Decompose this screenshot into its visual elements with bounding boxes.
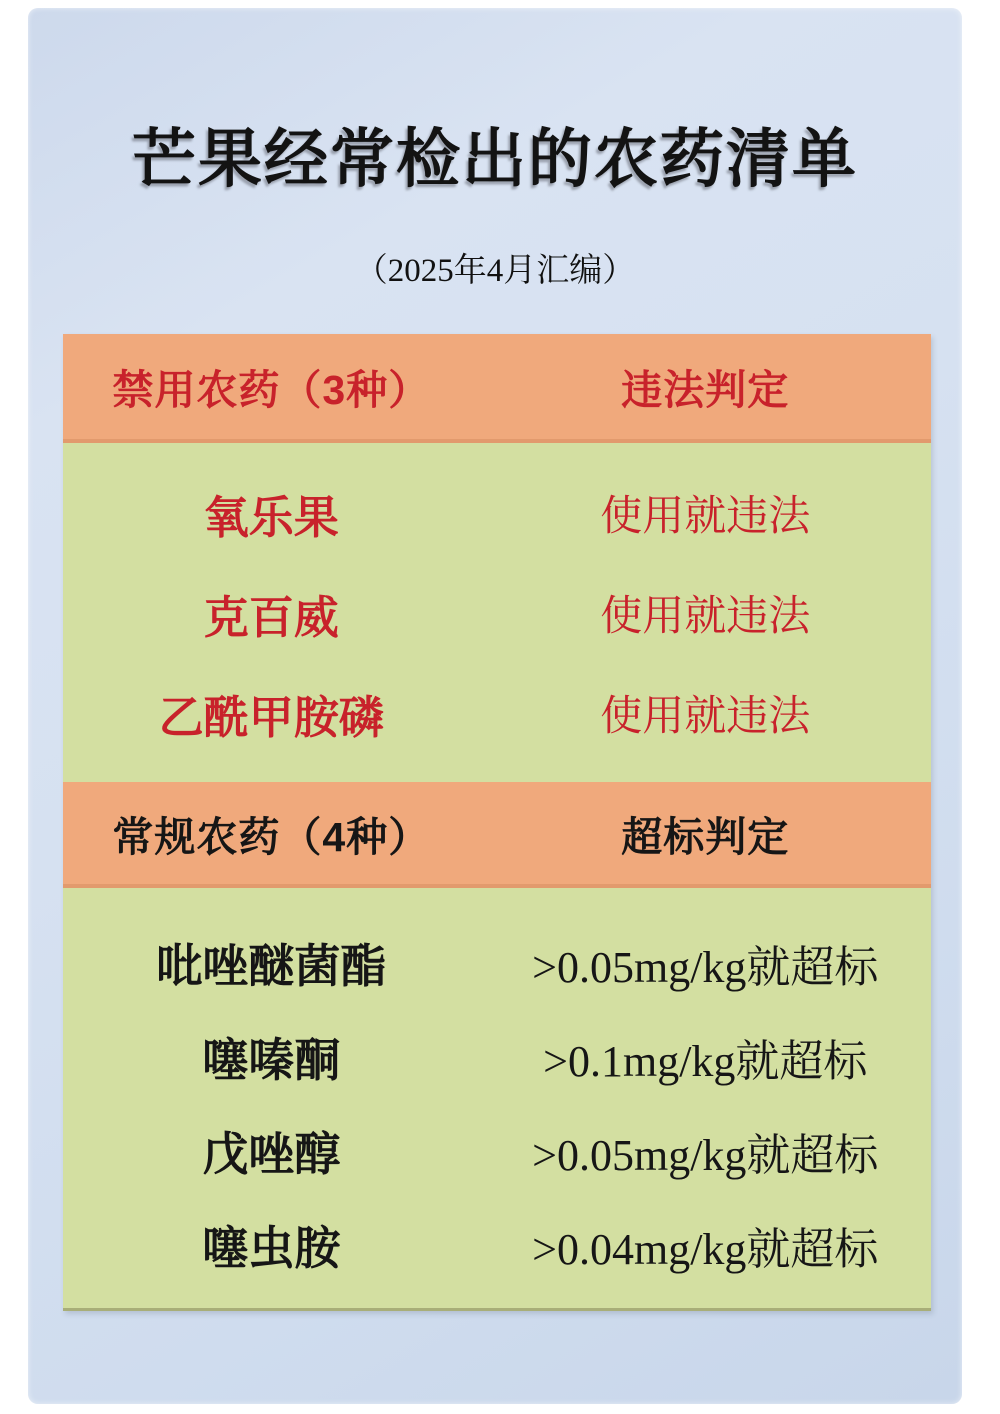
verdict-text: 使用就违法 (600, 492, 811, 539)
poster-title: 芒果经常检出的农药清单 (132, 123, 858, 195)
regular-category-header: 常规农药（4种） (112, 813, 431, 860)
pesticide-name: 噻虫胺 (202, 1222, 341, 1274)
verdict-text: 使用就违法 (600, 592, 811, 639)
pesticide-name: 噻嗪酮 (202, 1034, 341, 1086)
poster-subtitle: （2025年4月汇编） (354, 253, 636, 289)
verdict-text: 使用就违法 (600, 692, 811, 739)
verdict-text: >0.05mg/kg就超标 (532, 1131, 879, 1180)
table-row (63, 1010, 931, 1104)
verdict-text: >0.1mg/kg就超标 (543, 1037, 868, 1086)
banned-category-header: 禁用农药（3种） (112, 367, 431, 413)
verdict-text: >0.05mg/kg就超标 (532, 943, 879, 992)
section-header-regular (63, 782, 931, 888)
table-row (63, 563, 931, 663)
pesticide-name: 克百威 (203, 591, 339, 643)
section-body-banned (63, 443, 931, 782)
pesticide-table (63, 334, 931, 1311)
table-row (63, 1104, 931, 1198)
table-row (63, 1198, 931, 1292)
pesticide-name: 戊唑醇 (202, 1128, 341, 1180)
poster-card (28, 8, 962, 1404)
section-body-regular (63, 888, 931, 1311)
regular-verdict-header: 超标判定 (621, 813, 790, 860)
banned-verdict-header: 违法判定 (621, 367, 790, 413)
pesticide-name: 氧乐果 (203, 491, 339, 543)
pesticide-name: 乙酰甲胺磷 (158, 691, 384, 743)
pesticide-name: 吡唑醚菌酯 (156, 940, 387, 992)
table-row (63, 463, 931, 563)
verdict-text: >0.04mg/kg就超标 (532, 1225, 879, 1274)
table-row (63, 916, 931, 1010)
section-header-banned (63, 334, 931, 443)
table-row (63, 663, 931, 763)
